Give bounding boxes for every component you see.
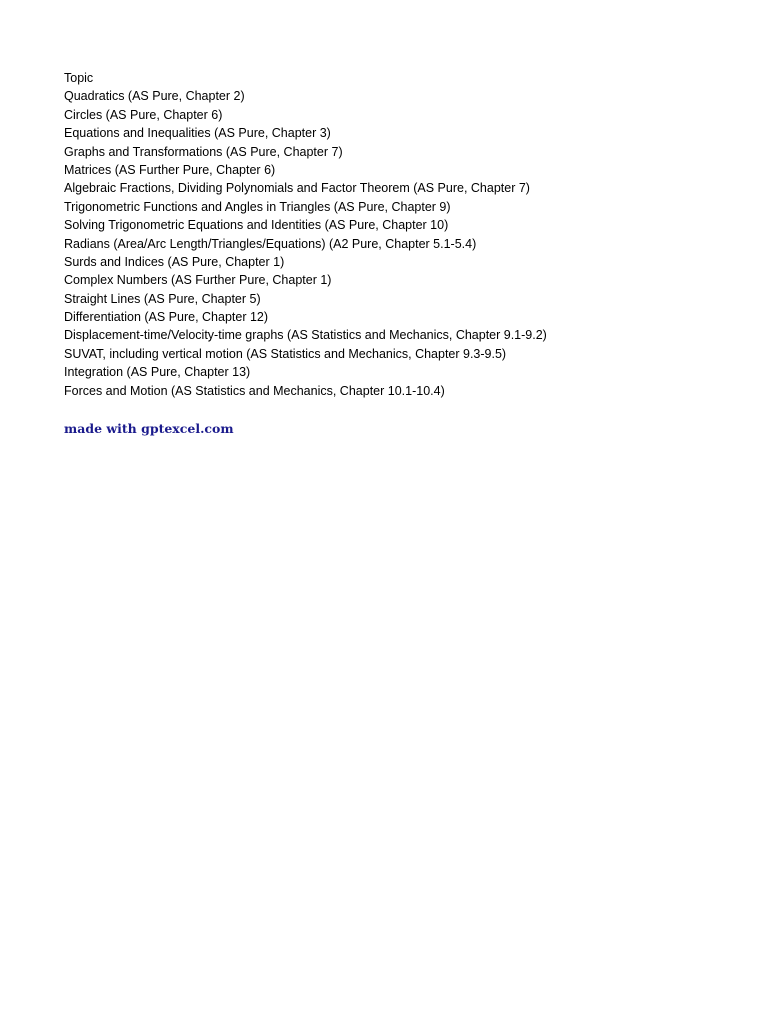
topic-item: Quadratics (AS Pure, Chapter 2) [64, 89, 245, 104]
topic-item: Straight Lines (AS Pure, Chapter 5) [64, 291, 261, 306]
topic-item: Matrices (AS Further Pure, Chapter 6) [64, 162, 276, 177]
gptexcel-link[interactable]: made with gptexcel.com [64, 421, 234, 436]
topic-item: Forces and Motion (AS Statistics and Mechanics, Chapter 10.1-10.4) [64, 383, 445, 398]
topic-item: Surds and Indices (AS Pure, Chapter 1) [64, 254, 285, 269]
topic-item: Algebraic Fractions, Dividing Polynomials and Factor Theorem (AS Pure, Chapter 7) [64, 181, 530, 196]
topic-item: Integration (AS Pure, Chapter 13) [64, 365, 251, 380]
topic-item: Equations and Inequalities (AS Pure, Chapter 3) [64, 126, 331, 141]
topic-item: SUVAT, including vertical motion (AS Statistics and Mechanics, Chapter 9.3-9.5) [64, 346, 507, 361]
topic-item: Differentiation (AS Pure, Chapter 12) [64, 310, 269, 325]
topic-item: Complex Numbers (AS Further Pure, Chapter 1) [64, 273, 332, 288]
topic-item: Trigonometric Functions and Angles in Triangles (AS Pure, Chapter 9) [64, 199, 451, 214]
topic-item: Graphs and Transformations (AS Pure, Chapter 7) [64, 144, 343, 159]
topic-item: Circles (AS Pure, Chapter 6) [64, 107, 223, 122]
topic-list [64, 87, 744, 400]
topic-item: Displacement-time/Velocity-time graphs (AS Statistics and Mechanics, Chapter 9.1-9.2) [64, 328, 547, 343]
topic-item: Radians (Area/Arc Length/Triangles/Equations) (A2 Pure, Chapter 5.1-5.4) [64, 236, 477, 251]
topic-column-header: Topic [64, 71, 94, 85]
topic-item: Solving Trigonometric Equations and Identities (AS Pure, Chapter 10) [64, 218, 449, 233]
